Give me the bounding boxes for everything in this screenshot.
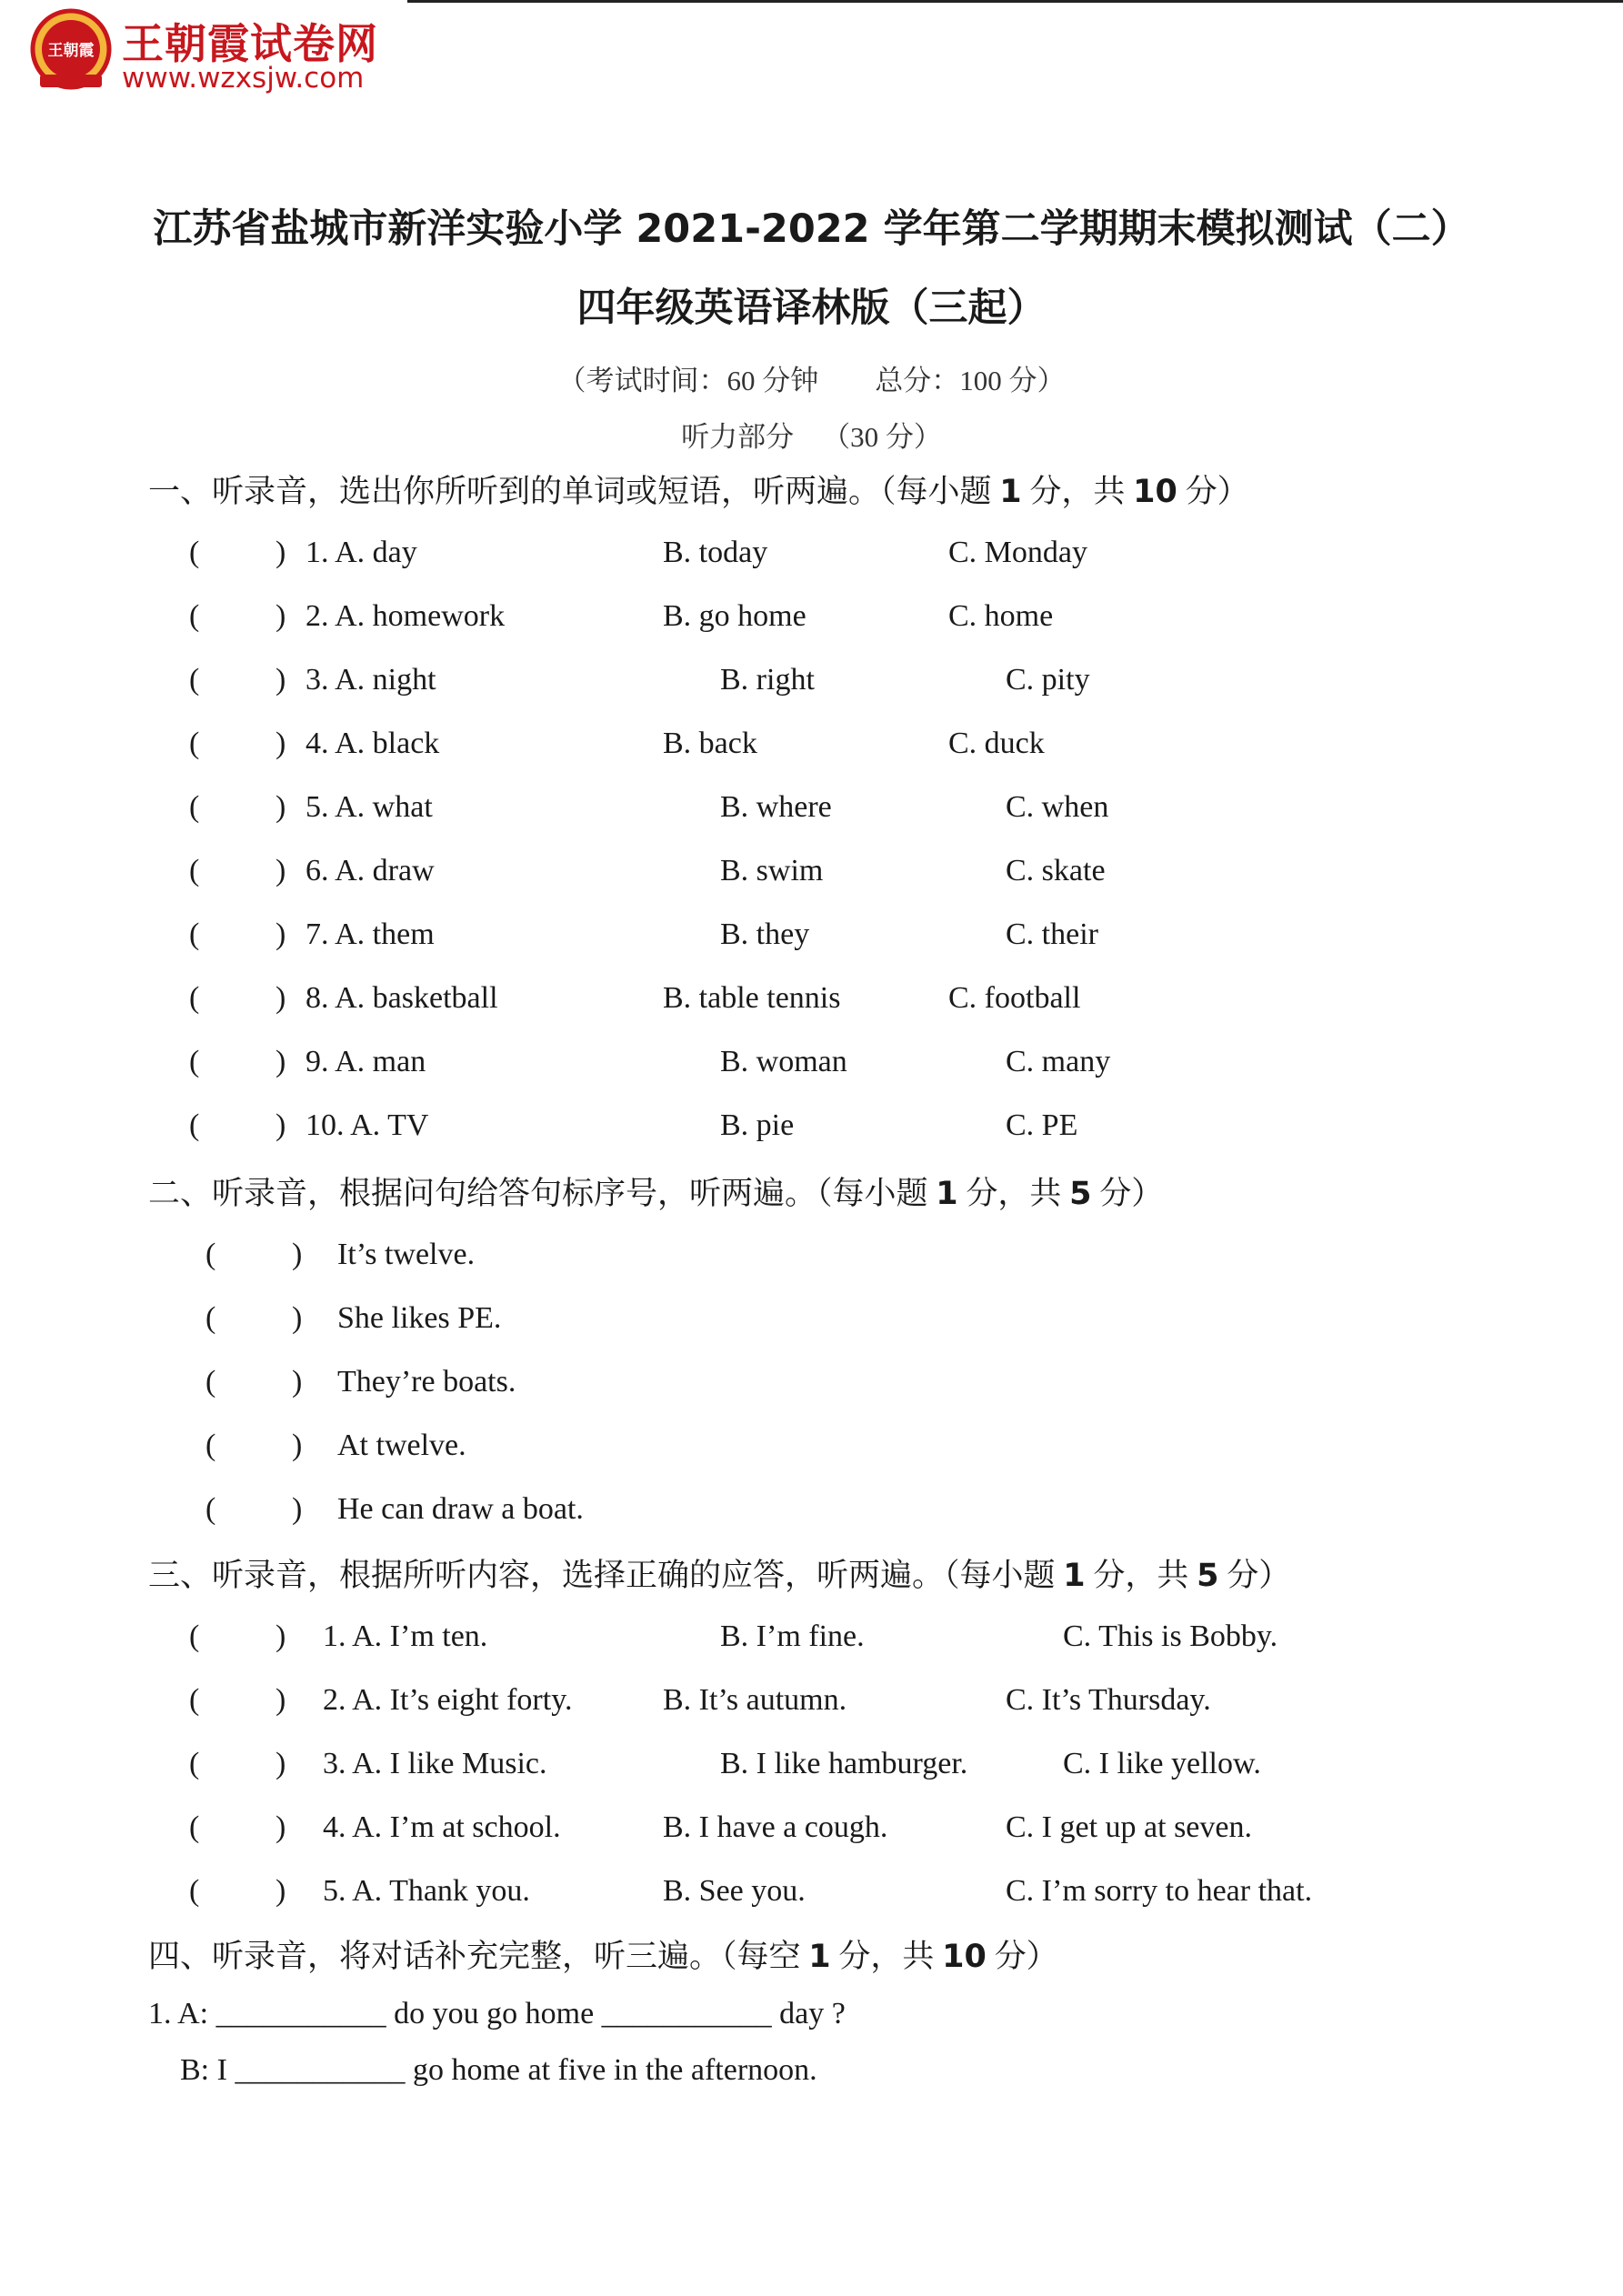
answer-paren-close[interactable]: )	[276, 536, 286, 569]
option-b: B. See you.	[663, 1874, 806, 1908]
option-a: 3. A. I like Music.	[323, 1747, 547, 1780]
option-a: 5. A. what	[306, 790, 433, 824]
answer-paren-open[interactable]: (	[205, 1238, 216, 1271]
option-c: C. I’m sorry to hear that.	[1006, 1874, 1313, 1908]
page-subtitle: 四年级英语译林版（三起）	[576, 286, 1047, 331]
answer-sentence: She likes PE.	[337, 1301, 502, 1335]
answer-sentence: At twelve.	[337, 1429, 466, 1462]
answer-paren-close[interactable]: )	[276, 663, 286, 697]
option-b: B. swim	[720, 854, 824, 887]
option-a: 5. A. Thank you.	[323, 1874, 530, 1908]
option-b: B. today	[663, 536, 768, 569]
listening-part-label: 听力部分 （30 分）	[681, 421, 942, 453]
option-b: B. they	[720, 917, 810, 951]
section3-heading: 三、听录音，根据所听内容，选择正确的应答，听两遍。（每小题 1 分，共 5 分）	[148, 1558, 1291, 1594]
answer-paren-open[interactable]: (	[189, 1683, 200, 1717]
answer-paren-open[interactable]: (	[189, 1045, 200, 1078]
answer-paren-close[interactable]: )	[292, 1365, 303, 1399]
answer-paren-close[interactable]: )	[292, 1429, 303, 1462]
logo-url[interactable]: www.wzxsjw.com	[122, 62, 365, 95]
answer-paren-close[interactable]: )	[276, 854, 286, 887]
option-a: 9. A. man	[306, 1045, 426, 1078]
answer-paren-close[interactable]: )	[276, 1747, 286, 1780]
option-b: B. I have a cough.	[663, 1810, 888, 1844]
answer-paren-open[interactable]: (	[189, 1108, 200, 1142]
answer-sentence: It’s twelve.	[337, 1238, 476, 1271]
answer-paren-open[interactable]: (	[189, 790, 200, 824]
answer-paren-open[interactable]: (	[189, 663, 200, 697]
exam-info: （考试时间：60 分钟 总分：100 分）	[557, 365, 1066, 396]
option-a: 3. A. night	[306, 663, 436, 697]
option-c: C. home	[948, 599, 1054, 633]
answer-paren-close[interactable]: )	[276, 1683, 286, 1717]
answer-paren-close[interactable]: )	[276, 917, 286, 951]
answer-paren-open[interactable]: (	[205, 1492, 216, 1526]
answer-paren-close[interactable]: )	[276, 1108, 286, 1142]
option-a: 8. A. basketball	[306, 981, 498, 1015]
answer-paren-open[interactable]: (	[189, 917, 200, 951]
answer-paren-close[interactable]: )	[292, 1301, 303, 1335]
option-c: C. many	[1006, 1045, 1111, 1078]
option-a: 2. A. homework	[306, 599, 506, 633]
option-b: B. pie	[720, 1108, 795, 1142]
answer-paren-close[interactable]: )	[292, 1238, 303, 1271]
answer-paren-open[interactable]: (	[189, 981, 200, 1015]
site-logo[interactable]	[27, 7, 409, 98]
option-a: 7. A. them	[306, 917, 435, 951]
answer-paren-open[interactable]: (	[189, 854, 200, 887]
answer-paren-close[interactable]: )	[276, 790, 286, 824]
answer-paren-open[interactable]: (	[189, 536, 200, 569]
answer-paren-open[interactable]: (	[189, 599, 200, 633]
answer-paren-open[interactable]: (	[189, 727, 200, 760]
option-a: 4. A. I’m at school.	[323, 1810, 561, 1844]
answer-paren-close[interactable]: )	[276, 599, 286, 633]
option-a: 6. A. draw	[306, 854, 435, 887]
section1-heading: 一、听录音，选出你所听到的单词或短语，听两遍。（每小题 1 分，共 10 分）	[148, 474, 1249, 510]
answer-paren-open[interactable]: (	[189, 1619, 200, 1653]
option-c: C. Monday	[948, 536, 1087, 569]
answer-paren-close[interactable]: )	[276, 1619, 286, 1653]
option-c: C. pity	[1006, 663, 1090, 697]
logo-name: 王朝霞试卷网	[122, 19, 378, 68]
answer-paren-open[interactable]: (	[189, 1747, 200, 1780]
logo-badge-icon	[27, 7, 115, 95]
option-a: 1. A. I’m ten.	[323, 1619, 488, 1653]
section2-heading: 二、听录音，根据问句给答句标序号，听两遍。（每小题 1 分，共 5 分）	[148, 1176, 1164, 1212]
answer-paren-open[interactable]: (	[205, 1301, 216, 1335]
option-b: B. go home	[663, 599, 806, 633]
option-c: C. I like yellow.	[1063, 1747, 1261, 1780]
header-rule	[407, 0, 1623, 3]
logo-badge-text: 王朝霞	[47, 42, 95, 60]
section4-line-2[interactable]: B: I ___________ go home at five in the afternoon.	[180, 2053, 817, 2087]
option-c: C. their	[1006, 917, 1098, 951]
option-c: C. when	[1006, 790, 1109, 824]
option-b: B. I like hamburger.	[720, 1747, 968, 1780]
answer-paren-close[interactable]: )	[276, 1045, 286, 1078]
option-b: B. woman	[720, 1045, 847, 1078]
option-a: 2. A. It’s eight forty.	[323, 1683, 573, 1717]
answer-sentence: He can draw a boat.	[337, 1492, 584, 1526]
option-b: B. back	[663, 727, 757, 760]
option-b: B. It’s autumn.	[663, 1683, 847, 1717]
answer-paren-open[interactable]: (	[189, 1874, 200, 1908]
answer-paren-close[interactable]: )	[276, 1810, 286, 1844]
answer-sentence: They’re boats.	[337, 1365, 516, 1399]
option-c: C. skate	[1006, 854, 1106, 887]
answer-paren-open[interactable]: (	[189, 1810, 200, 1844]
option-c: C. This is Bobby.	[1063, 1619, 1278, 1653]
option-a: 10. A. TV	[306, 1108, 429, 1142]
section4-line-1[interactable]: 1. A: ___________ do you go home ___________ day ?	[148, 1997, 846, 2030]
answer-paren-close[interactable]: )	[276, 981, 286, 1015]
page-title: 江苏省盐城市新洋实验小学 2021-2022 学年第二学期期末模拟测试（二）	[153, 206, 1470, 252]
option-c: C. PE	[1006, 1108, 1078, 1142]
answer-paren-close[interactable]: )	[276, 1874, 286, 1908]
option-c: C. It’s Thursday.	[1006, 1683, 1211, 1717]
option-c: C. football	[948, 981, 1081, 1015]
option-b: B. I’m fine.	[720, 1619, 865, 1653]
option-c: C. duck	[948, 727, 1045, 760]
option-b: B. right	[720, 663, 815, 697]
option-c: C. I get up at seven.	[1006, 1810, 1252, 1844]
answer-paren-close[interactable]: )	[292, 1492, 303, 1526]
option-a: 1. A. day	[306, 536, 417, 569]
answer-paren-close[interactable]: )	[276, 727, 286, 760]
section4-heading: 四、听录音，将对话补充完整，听三遍。（每空 1 分，共 10 分）	[148, 1939, 1058, 1975]
answer-paren-open[interactable]: (	[205, 1365, 216, 1399]
option-b: B. table tennis	[663, 981, 841, 1015]
option-a: 4. A. black	[306, 727, 440, 760]
option-b: B. where	[720, 790, 832, 824]
answer-paren-open[interactable]: (	[205, 1429, 216, 1462]
